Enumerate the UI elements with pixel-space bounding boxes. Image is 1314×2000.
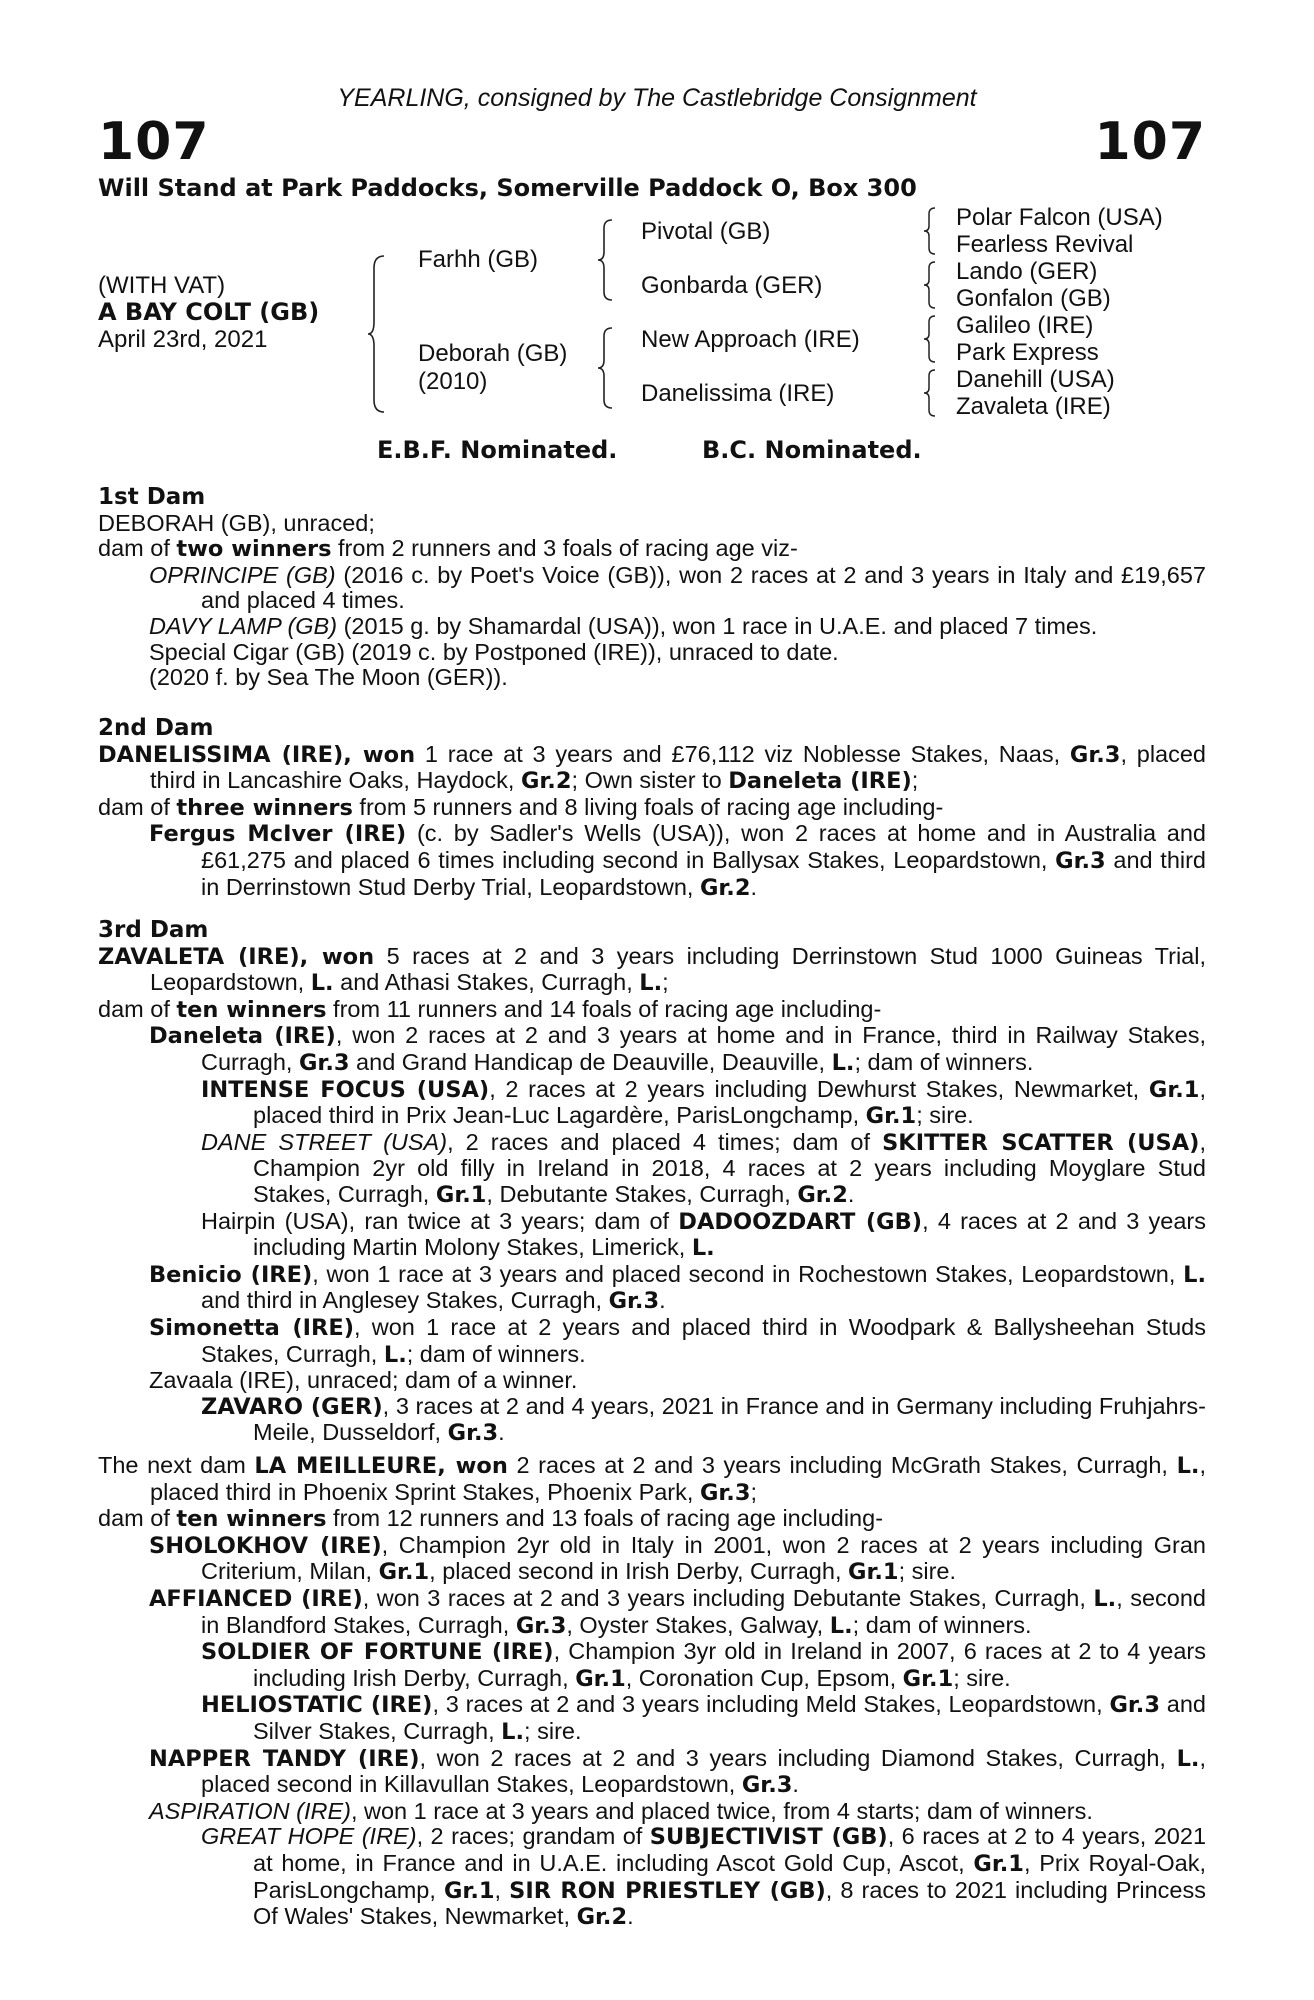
lot-number-right: 107 bbox=[1094, 112, 1206, 172]
pedigree-dam-sire: New Approach (IRE) bbox=[641, 326, 860, 353]
produce-entry: ZAVARO (GER), 3 races at 2 and 4 years, 2021 in France and in Germany including Fruhjahrs-Meile, Dusseldorf, Gr.3. bbox=[201, 1392, 1206, 1447]
produce-entry: ASPIRATION (IRE), won 1 race at 3 years and placed twice, from 4 starts; dam of winners. bbox=[149, 1797, 1093, 1824]
lot-number-left: 107 bbox=[98, 112, 210, 172]
second-dam-heading: 2nd Dam bbox=[98, 715, 214, 741]
produce-entry: SOLDIER OF FORTUNE (IRE), Champion 3yr old in Ireland in 2007, 6 races at 2 to 4 years including Irish Derby, Curragh, Gr.1, Coronation Cup, Epsom, Gr.1; sire. bbox=[201, 1638, 1206, 1692]
pedigree-sire-dam: Gonbarda (GER) bbox=[641, 272, 823, 299]
pedigree-brace-ds bbox=[922, 314, 938, 364]
first-dam-produce-summary: dam of two winners from 2 runners and 3 foals of racing age viz- bbox=[98, 535, 798, 563]
first-dam-line: DEBORAH (GB), unraced; bbox=[98, 509, 375, 536]
next-dam-produce-summary: dam of ten winners from 12 runners and 13 foals of racing age including- bbox=[98, 1505, 884, 1533]
produce-entry: (2020 f. by Sea The Moon (GER)). bbox=[149, 664, 508, 691]
produce-entry: OPRINCIPE (GB) (2016 c. by Poet's Voice (GB)), won 2 races at 2 and 3 years in Italy and £19,657 and placed 4 times. bbox=[149, 561, 1206, 614]
third-dam-record: ZAVALETA (IRE), won 5 races at 2 and 3 years including Derrinstown Stud 1000 Guineas Trial, Leopardstown, L. and Athasi Stakes, Curragh, L.; bbox=[98, 942, 1206, 997]
third-dam-section bbox=[98, 918, 1206, 1447]
pedigree-sire-sire: Pivotal (GB) bbox=[641, 218, 771, 245]
produce-entry: HELIOSTATIC (IRE), 3 races at 2 and 3 years including Meld Stakes, Leopardstown, Gr.3 and Silver Stakes, Curragh, L.; sire. bbox=[201, 1691, 1206, 1745]
pedigree-brace-dd bbox=[922, 368, 938, 418]
pedigree-brace-ss bbox=[922, 206, 938, 256]
produce-entry: Daneleta (IRE), won 2 races at 2 and 3 years at home and in France, third in Railway Stakes, Curragh, Gr.3 and Grand Handicap de Deauville, Deauville, L.; dam of winners. bbox=[149, 1022, 1207, 1076]
produce-entry: Fergus McIver (IRE) (c. by Sadler's Wells (USA)), won 2 races at home and in Australia and £61,275 and placed 6 times including second in Ballysax Stakes, Leopardstown, Gr.3 and third in Derrinstown Stud Derby Trial, Leopardstown, Gr.2. bbox=[149, 820, 1206, 901]
pedigree-dsd: Park Express bbox=[956, 339, 1099, 366]
produce-entry: Zavaala (IRE), unraced; dam of a winner. bbox=[149, 1367, 578, 1394]
pedigree-brace-sd bbox=[922, 260, 938, 310]
third-dam-produce-summary: dam of ten winners from 11 runners and 14 foals of racing age including- bbox=[98, 995, 882, 1023]
pedigree-dds: Danehill (USA) bbox=[956, 366, 1115, 393]
pedigree-dam-year: (2010) bbox=[418, 368, 488, 395]
produce-entry: AFFIANCED (IRE), won 3 races at 2 and 3 years including Debutante Stakes, Curragh, L., second in Blandford Stakes, Curragh, Gr.3, Oyster Stakes, Galway, L.; dam of winners. bbox=[149, 1584, 1206, 1639]
pedigree-sds: Lando (GER) bbox=[956, 258, 1098, 285]
next-dam-record: The next dam LA MEILLEURE, won 2 races at 2 and 3 years including McGrath Stakes, Curragh, L., placed third in Phoenix Sprint Stakes, Phoenix Park, Gr.3; bbox=[98, 1452, 1206, 1506]
second-dam-produce-summary: dam of three winners from 5 runners and 8 living foals of racing age including- bbox=[98, 793, 944, 821]
vat-note: (WITH VAT) bbox=[98, 272, 226, 299]
ebf-nomination: E.B.F. Nominated. bbox=[377, 436, 618, 464]
pedigree-ddd: Zavaleta (IRE) bbox=[956, 393, 1111, 420]
produce-entry: GREAT HOPE (IRE), 2 races; grandam of SUBJECTIVIST (GB), 6 races at 2 to 4 years, 2021 at home, in France and in U.A.E. including Ascot Gold Cup, Ascot, Gr.1, Prix Royal-Oak, ParisLongchamp, Gr.1, SIR RON PRIESTLEY (GB), 8 races to 2021 including Princess Of Wales' Stakes, Newmarket, Gr.2. bbox=[201, 1823, 1207, 1931]
produce-entry: DANE STREET (USA), 2 races and placed 4 times; dam of SKITTER SCATTER (USA), Champion 2yr old filly in Ireland in 2018, 4 races at 2 years including Moyglare Stud Stakes, Curragh, Gr.1, Debutante Stakes, Curragh, Gr.2. bbox=[201, 1128, 1206, 1208]
pedigree-sdd: Gonfalon (GB) bbox=[956, 285, 1111, 312]
first-dam-section bbox=[98, 485, 1206, 691]
consignment-line: YEARLING, consigned by The Castlebridge Consignment bbox=[337, 84, 977, 112]
produce-entry: SHOLOKHOV (IRE), Champion 2yr old in Italy in 2001, won 2 races at 2 years including Gran Criterium, Milan, Gr.1, placed second in Irish Derby, Curragh, Gr.1; sire. bbox=[149, 1531, 1207, 1586]
pedigree-dam-dam: Danelissima (IRE) bbox=[641, 380, 835, 407]
produce-entry: DAVY LAMP (GB) (2015 g. by Shamardal (USA)), won 1 race in U.A.E. and placed 7 times. bbox=[149, 612, 1098, 639]
bc-nomination: B.C. Nominated. bbox=[702, 436, 922, 464]
second-dam-section bbox=[98, 716, 1206, 901]
pedigree-brace-dam bbox=[596, 326, 616, 410]
pedigree-brace-sire bbox=[596, 218, 616, 302]
produce-entry: Hairpin (USA), ran twice at 3 years; dam of DADOOZDART (GB), 4 races at 2 and 3 years including Martin Molony Stakes, Limerick, L. bbox=[201, 1207, 1206, 1262]
pedigree-brace-main bbox=[366, 254, 388, 414]
produce-entry: Benicio (IRE), won 1 race at 3 years and placed second in Rochestown Stakes, Leopardstown, L. and third in Anglesey Stakes, Curragh, Gr.3. bbox=[149, 1260, 1206, 1315]
pedigree-ssd: Fearless Revival bbox=[956, 231, 1134, 258]
stand-location: Will Stand at Park Paddocks, Somerville Paddock O, Box 300 bbox=[98, 174, 917, 202]
produce-entry: Special Cigar (GB) (2019 c. by Postponed (IRE)), unraced to date. bbox=[149, 638, 839, 665]
pedigree-dam: Deborah (GB) bbox=[418, 340, 568, 367]
produce-entry: INTENSE FOCUS (USA), 2 races at 2 years including Dewhurst Stakes, Newmarket, Gr.1, placed third in Prix Jean-Luc Lagardère, ParisLongchamp, Gr.1; sire. bbox=[201, 1075, 1206, 1130]
second-dam-record: DANELISSIMA (IRE), won 1 race at 3 years and £76,112 viz Noblesse Stakes, Naas, Gr.3, placed third in Lancashire Oaks, Haydock, Gr.2; Own sister to Daneleta (IRE); bbox=[98, 740, 1206, 795]
next-dam-section bbox=[98, 1453, 1206, 1931]
pedigree-sire: Farhh (GB) bbox=[418, 246, 539, 273]
pedigree-dss: Galileo (IRE) bbox=[956, 312, 1094, 339]
horse-dob: April 23rd, 2021 bbox=[98, 326, 268, 353]
produce-entry: Simonetta (IRE), won 1 race at 2 years and placed third in Woodpark & Ballysheehan Studs Stakes, Curragh, L.; dam of winners. bbox=[149, 1313, 1206, 1368]
pedigree-sss: Polar Falcon (USA) bbox=[956, 204, 1163, 231]
produce-entry: NAPPER TANDY (IRE), won 2 races at 2 and 3 years including Diamond Stakes, Curragh, L., placed second in Killavullan Stakes, Leopardstown, Gr.3. bbox=[149, 1744, 1206, 1799]
third-dam-heading: 3rd Dam bbox=[98, 917, 209, 943]
horse-name: A BAY COLT (GB) bbox=[98, 298, 320, 326]
first-dam-heading: 1st Dam bbox=[98, 484, 206, 510]
